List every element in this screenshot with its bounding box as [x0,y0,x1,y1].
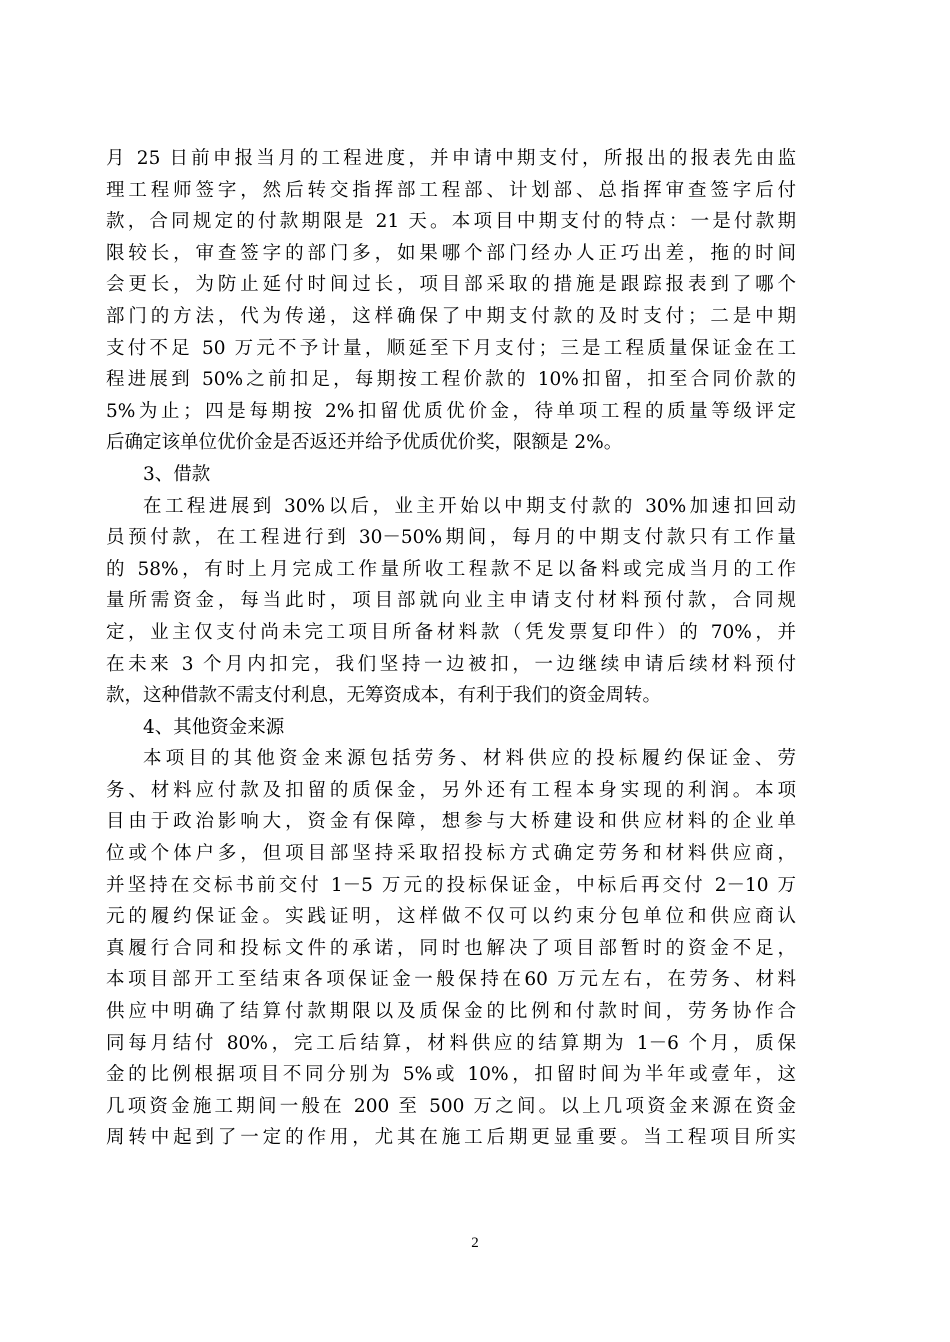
section-heading [106,712,796,744]
text-line: 款，这种借款不需支付利息，无筹资成本，有利于我们的资金周转。 [106,685,662,707]
text-line: 在工程进展到 30%以后，业主开始以中期支付款的 30%加速扣回动 [143,495,796,517]
text-line: 的 58%，有时上月完成工作量所收工程款不足以备料或完成当月的工作 [106,558,796,580]
text-line: 位或个体户多，但项目部坚持采取招投标方式确定劳务和材料供应商， [106,843,796,865]
text-line: 程进展到 50%之前扣足，每期按工程价款的 10%扣留，扣至合同价款的 [106,369,796,391]
text-line: 3、借款 [143,463,211,485]
text-line: 供应中明确了结算付款期限以及质保金的比例和付款时间，劳务协作合 [106,1001,796,1023]
text-line: 支付不足 50 万元不予计量，顺延至下月支付；三是工程质量保证金在工 [106,337,796,359]
text-line: 理工程师签字，然后转交指挥部工程部、计划部、总指挥审查签字后付 [106,179,796,201]
text-line: 几项资金施工期间一般在 200 至 500 万之间。以上几项资金来源在资金 [106,1095,796,1117]
text-line: 4、其他资金来源 [143,716,285,738]
text-line: 限较长，审查签字的部门多，如果哪个部门经办人正巧出差，拖的时间 [106,242,796,264]
text-line: 同每月结付 80%，完工后结算，材料供应的结算期为 1－6 个月，质保 [106,1032,796,1054]
text-line: 在未来 3 个月内扣完，我们坚持一边被扣，一边继续申请后续材料预付 [106,653,796,675]
text-line: 并坚持在交标书前交付 1－5 万元的投标保证金，中标后再交付 2－10 万 [106,874,796,896]
text-line: 款，合同规定的付款期限是 21 天。本项目中期支付的特点：一是付款期 [106,211,796,233]
text-line: 定，业主仅支付尚未完工项目所备材料款（凭发票复印件）的 70%，并 [106,621,796,643]
text-line: 金的比例根据项目不同分别为 5%或 10%，扣留时间为半年或壹年，这 [106,1064,796,1086]
text-line: 5%为止；四是每期按 2%扣留优质优价金，待单项工程的质量等级评定 [106,400,796,422]
text-line: 真履行合同和投标文件的承诺，同时也解决了项目部暂时的资金不足， [106,937,796,959]
text-line: 部门的方法，代为传递，这样确保了中期支付款的及时支付；二是中期 [106,305,796,327]
text-line: 月 25 日前申报当月的工程进度，并申请中期支付，所报出的报表先由监 [106,148,796,169]
text-line: 本项目部开工至结束各项保证金一般保持在60 万元左右，在劳务、材料 [106,969,796,991]
text-line: 务、材料应付款及扣留的质保金，另外还有工程本身实现的利润。本项 [106,779,796,801]
section-heading [106,459,796,491]
paragraph [106,743,796,1154]
text-line: 员预付款，在工程进行到 30－50%期间，每月的中期支付款只有工作量 [106,527,796,549]
paragraph [106,491,796,712]
page-number: 2 [471,1235,479,1251]
text-line: 本项目的其他资金来源包括劳务、材料供应的投标履约保证金、劳 [143,748,796,770]
text-line: 量所需资金，每当此时，项目部就向业主申请支付材料预付款，合同规 [106,590,796,612]
text-line: 周转中起到了一定的作用，尤其在施工后期更显重要。当工程项目所实 [106,1127,796,1149]
text-line: 元的履约保证金。实践证明，这样做不仅可以约束分包单位和供应商认 [106,906,796,928]
text-line: 会更长，为防止延付时间过长，项目部采取的措施是跟踪报表到了哪个 [106,274,796,296]
page-body [106,143,796,1154]
paragraph [106,143,796,459]
text-line: 后确定该单位优价金是否返还并给予优质优价奖，限额是 2%。 [106,432,623,454]
text-line: 目由于政治影响大，资金有保障，想参与大桥建设和供应材料的企业单 [106,811,796,833]
